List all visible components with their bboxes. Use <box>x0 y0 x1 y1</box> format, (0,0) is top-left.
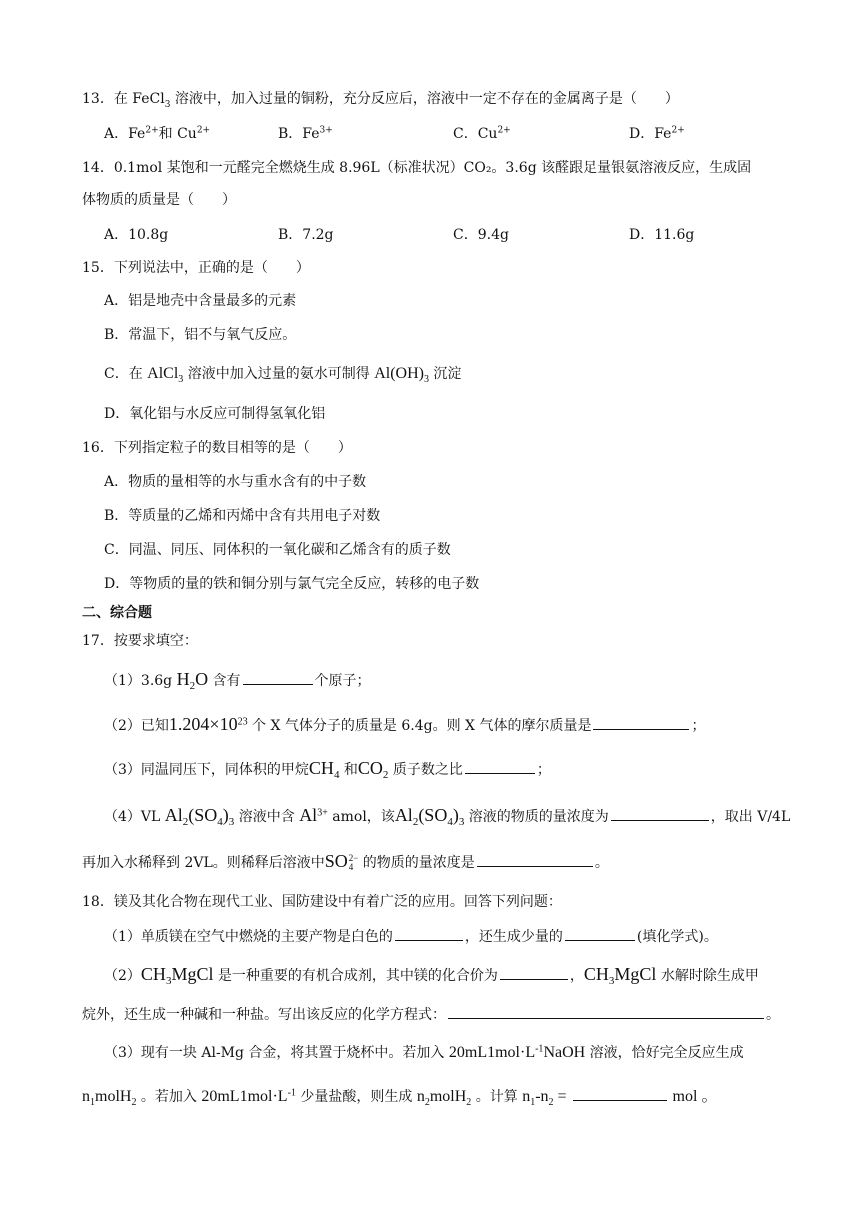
q15-option-a: A．铝是地壳中含量最多的元素 <box>104 293 297 309</box>
q13-subscript: 3 <box>164 99 171 110</box>
q18-p3-calc-sub2: 2 <box>548 1096 554 1108</box>
q18-part3-line2 <box>82 1086 717 1107</box>
q18-p3-mid2: 少量盐酸，则生成 <box>295 1089 417 1105</box>
q18-p2-line2-pre: 烷外，还生成一种碱和一种盐。写出该反应的化学方程式： <box>82 1007 446 1023</box>
q17-p4-blank2[interactable] <box>477 852 593 867</box>
q18-p2-formula: CH <box>140 964 166 984</box>
q18-p3-conc2-sup: -1 <box>287 1087 296 1099</box>
q14-option-c: C．9.4g <box>453 227 509 243</box>
q15-c-formula1-sub: 3 <box>178 373 184 385</box>
q18-p3-post: 溶液，恰好完全反应生成 <box>585 1045 744 1061</box>
q18-part2-line2 <box>82 1004 780 1025</box>
q14-option-d: D．11.6g <box>629 227 695 243</box>
q18-part2 <box>104 964 759 986</box>
q18-stem: 18．镁及其化合物在现代工业、国防建设中有着广泛的应用。回答下列问题： <box>82 894 562 910</box>
q18-p3-blank[interactable] <box>573 1086 667 1101</box>
q17-p3-formula2-sub: 2 <box>382 768 389 781</box>
q17-p4-formula2-a-sub: 2 <box>412 815 419 828</box>
q14-option-a: A．10.8g <box>104 227 169 243</box>
q17-p1-formula-sub: 2 <box>189 679 196 692</box>
q13-text-end: 溶液中，加入过量的铜粉，充分反应后，溶液中一定不存在的金属离子是（ ） <box>170 91 679 107</box>
q17-stem: 17．按要求填空： <box>82 633 198 649</box>
q18-p3-molh: molH <box>95 1088 132 1105</box>
q15-c-pre: C．在 <box>104 366 148 382</box>
q18-p3-n2: n <box>416 1088 425 1105</box>
q17-p2-post: ； <box>691 718 706 734</box>
q13-a-text: A．Fe <box>104 126 146 142</box>
q18-p3-mid: 。若加入 <box>136 1089 202 1105</box>
q17-p4-formula-c: ) <box>222 805 229 825</box>
q13-a-sup2: 2+ <box>196 125 211 136</box>
q17-p4-formula-c-sub: 3 <box>228 815 235 828</box>
q18-p3-molh-sub: 2 <box>131 1096 137 1108</box>
q18-p2-pre: （2） <box>104 968 141 984</box>
q16-option-c: C．同温、同压、同体积的一氧化碳和乙烯含有的质子数 <box>104 542 451 558</box>
q13-option-d <box>629 124 685 144</box>
q16-option-a: A．物质的量相等的水与重水含有的中子数 <box>104 474 367 490</box>
q15-c-formula1: AlCl <box>147 365 179 382</box>
q13-number: 13． <box>82 91 114 107</box>
q17-p4-line2-mid: 的物质的量浓度是 <box>358 855 475 871</box>
q18-p2-formula-b-sub: 3 <box>608 974 615 987</box>
q15-stem: 15．下列说法中，正确的是（ ） <box>82 260 310 276</box>
q17-p4-sulfate-sub: 4 <box>348 862 354 872</box>
q17-p3-formula1: CH <box>308 758 334 778</box>
q17-part1 <box>104 669 371 691</box>
q15-option-c <box>104 364 461 384</box>
q13-stem <box>82 89 679 109</box>
q13-a-mid: 和 Cu <box>158 126 197 142</box>
q15-c-mid: 溶液中加入过量的氨水可制得 <box>183 366 375 382</box>
q18-p3-mid3: 。计算 <box>471 1089 523 1105</box>
q17-part4-line2 <box>82 851 609 873</box>
q18-p3-n1-sub: 1 <box>90 1096 95 1108</box>
q18-p3-pre: （3）现有一块 Al-Mg 合金，将其置于烧杯中。若加入 <box>104 1045 449 1061</box>
q17-p1-formula: H <box>176 669 190 689</box>
q17-p4-sulfate-charge <box>349 854 359 872</box>
q17-p4-formula2-a: Al <box>394 805 413 825</box>
q18-part1 <box>104 926 718 947</box>
q13-b-text: B．Fe <box>278 126 320 142</box>
q13-c-text: C．Cu <box>453 126 498 142</box>
q15-option-b: B．常温下，铝不与氧气反应。 <box>104 327 297 343</box>
q17-p4-formula2-c-sub: 3 <box>458 815 465 828</box>
q16-option-d: D．等物质的量的铁和铜分别与氯气完全反应，转移的电子数 <box>104 576 480 592</box>
q18-p3-conc-sup: -1 <box>535 1043 544 1055</box>
q17-p4-formula2-c: ) <box>452 805 459 825</box>
q17-p4-mid1: 溶液中含 <box>234 809 300 825</box>
q18-p3-post2: mol 。 <box>668 1088 718 1105</box>
q13-option-a <box>104 124 210 144</box>
q17-part3 <box>104 758 551 780</box>
q13-b-sup: 3+ <box>319 125 333 136</box>
q17-p4-line2-post: 。 <box>594 855 609 871</box>
q18-p1-mid: ，还生成少量的 <box>464 929 563 945</box>
q17-p1-formula2: O <box>195 669 209 689</box>
q18-p1-blank2[interactable] <box>565 926 635 941</box>
q17-p4-ion: Al <box>299 805 318 825</box>
q15-option-d: D．氧化铝与水反应可制得氢氧化铝 <box>104 406 326 422</box>
q18-p2-mid2: ， <box>569 968 584 984</box>
q18-p3-molh2: molH <box>429 1088 467 1105</box>
q17-p4-blank1[interactable] <box>611 806 709 821</box>
q17-p3-post: ； <box>536 762 551 778</box>
q13-option-c <box>453 124 511 144</box>
q13-a-sup1: 2+ <box>145 125 159 136</box>
q17-p4-formula2-b-sub: 4 <box>447 815 453 828</box>
q18-p3-calc-n1: n <box>522 1088 531 1105</box>
q18-p2-blank2[interactable] <box>448 1004 764 1019</box>
q18-part3 <box>104 1043 744 1063</box>
q13-text: 在 FeCl <box>113 91 165 107</box>
q14-option-b: B．7.2g <box>278 227 334 243</box>
q17-p2-mid: 个 X 气体分子的质量是 6.4g。则 X 气体的摩尔质量是 <box>247 718 592 734</box>
q13-c-sup: 2+ <box>497 125 511 136</box>
q13-option-b <box>278 124 333 144</box>
q17-p2-pre: （2）已知 <box>104 718 169 734</box>
section-heading: 二、综合题 <box>82 605 152 621</box>
q15-c-formula2: Al(OH) <box>374 365 424 382</box>
q15-c-post: 沉淀 <box>428 366 462 382</box>
q17-p4-mid2: amol，该 <box>327 809 395 825</box>
q17-p4-sulfate: SO <box>324 851 348 871</box>
q18-p2-formula-b: CH <box>583 964 609 984</box>
q17-p4-formula-b: (SO <box>188 805 218 825</box>
q16-option-b: B．等质量的乙烯和丙烯中含有共用电子对数 <box>104 508 381 524</box>
q16-stem: 16．下列指定粒子的数目相等的是（ ） <box>82 440 352 456</box>
q18-p3-naoh: NaOH <box>543 1044 586 1061</box>
q17-p4-mid3: 溶液的物质的量浓度为 <box>464 809 609 825</box>
q18-p3-calc-sub1: 1 <box>530 1096 536 1108</box>
q18-p3-conc: 20mL1mol·L <box>448 1044 536 1061</box>
q17-p3-formula1-sub: 4 <box>333 768 340 781</box>
q17-p3-mid2: 质子数之比 <box>388 762 463 778</box>
q18-p3-molh2-sub: 2 <box>466 1096 472 1108</box>
q17-part2 <box>104 714 705 736</box>
q18-p2-blank1[interactable] <box>500 965 568 980</box>
q18-p1-blank1[interactable] <box>395 926 463 941</box>
q17-p2-exponent: 23 <box>237 716 248 728</box>
q17-p4-sulfate-sup: 2− <box>348 853 359 863</box>
q17-p4-pre: （4）VL <box>104 809 165 825</box>
q17-p1-post: 个原子； <box>314 673 371 689</box>
q14-stem-line1: 14．0.1mol 某饱和一元醛完全燃烧生成 8.96L（标准状况）CO₂。3.6g 该醛跟足量银氨溶液反应，生成固 <box>82 160 752 176</box>
q18-p2-formula-sub: 3 <box>165 974 172 987</box>
q17-p4-formula-b-sub: 4 <box>217 815 223 828</box>
q15-c-formula2-sub: 3 <box>423 373 429 385</box>
q17-part4 <box>104 805 790 827</box>
q18-p3-calc-n2: -n <box>535 1088 549 1105</box>
q18-p2-formula2: MgCl <box>171 964 214 984</box>
q17-p4-formula-a-sub: 2 <box>182 815 189 828</box>
q18-p3-n2-sub: 2 <box>424 1096 430 1108</box>
q14-stem-line2: 体物质的质量是（ ） <box>82 192 236 208</box>
q13-d-text: D．Fe <box>629 126 672 142</box>
q18-p3-conc2: 20mL1mol·L <box>201 1088 288 1105</box>
q17-p4-formula-a: Al <box>164 805 183 825</box>
q17-p3-formula2: CO <box>357 758 383 778</box>
q18-p2-line2-post: 。 <box>766 1007 780 1023</box>
q17-p1-pre: （1）3.6g <box>104 673 177 689</box>
q17-p3-mid: 和 <box>339 762 358 778</box>
q17-p4-formula2-b: (SO <box>418 805 448 825</box>
q17-p2-blank[interactable] <box>593 715 689 730</box>
q17-p4-ion-sup: 3+ <box>317 807 328 819</box>
q18-p1-pre: （1）单质镁在空气中燃烧的主要产物是白色的 <box>104 929 393 945</box>
q18-p2-mid3: 水解时除生成甲 <box>656 968 759 984</box>
q18-p3-n1: n <box>82 1088 90 1105</box>
q18-p3-equals: = <box>553 1088 571 1105</box>
q17-p4-post: ，取出 V/4L <box>710 809 791 825</box>
q17-p2-number: 1.204×10 <box>168 714 238 734</box>
q17-p3-blank[interactable] <box>465 759 535 774</box>
q17-p3-pre: （3）同温同压下，同体积的甲烷 <box>104 762 309 778</box>
q18-p1-post: (填化学式)。 <box>636 929 718 945</box>
q17-p4-line2-pre: 再加入水稀释到 2VL。则稀释后溶液中 <box>82 855 325 871</box>
q13-d-sup: 2+ <box>671 125 685 136</box>
q17-p1-mid: 含有 <box>208 673 241 689</box>
q18-p2-mid: 是一种重要的有机合成剂，其中镁的化合价为 <box>213 968 498 984</box>
q17-p1-blank[interactable] <box>243 670 313 685</box>
q18-p2-formula-b2: MgCl <box>614 964 657 984</box>
